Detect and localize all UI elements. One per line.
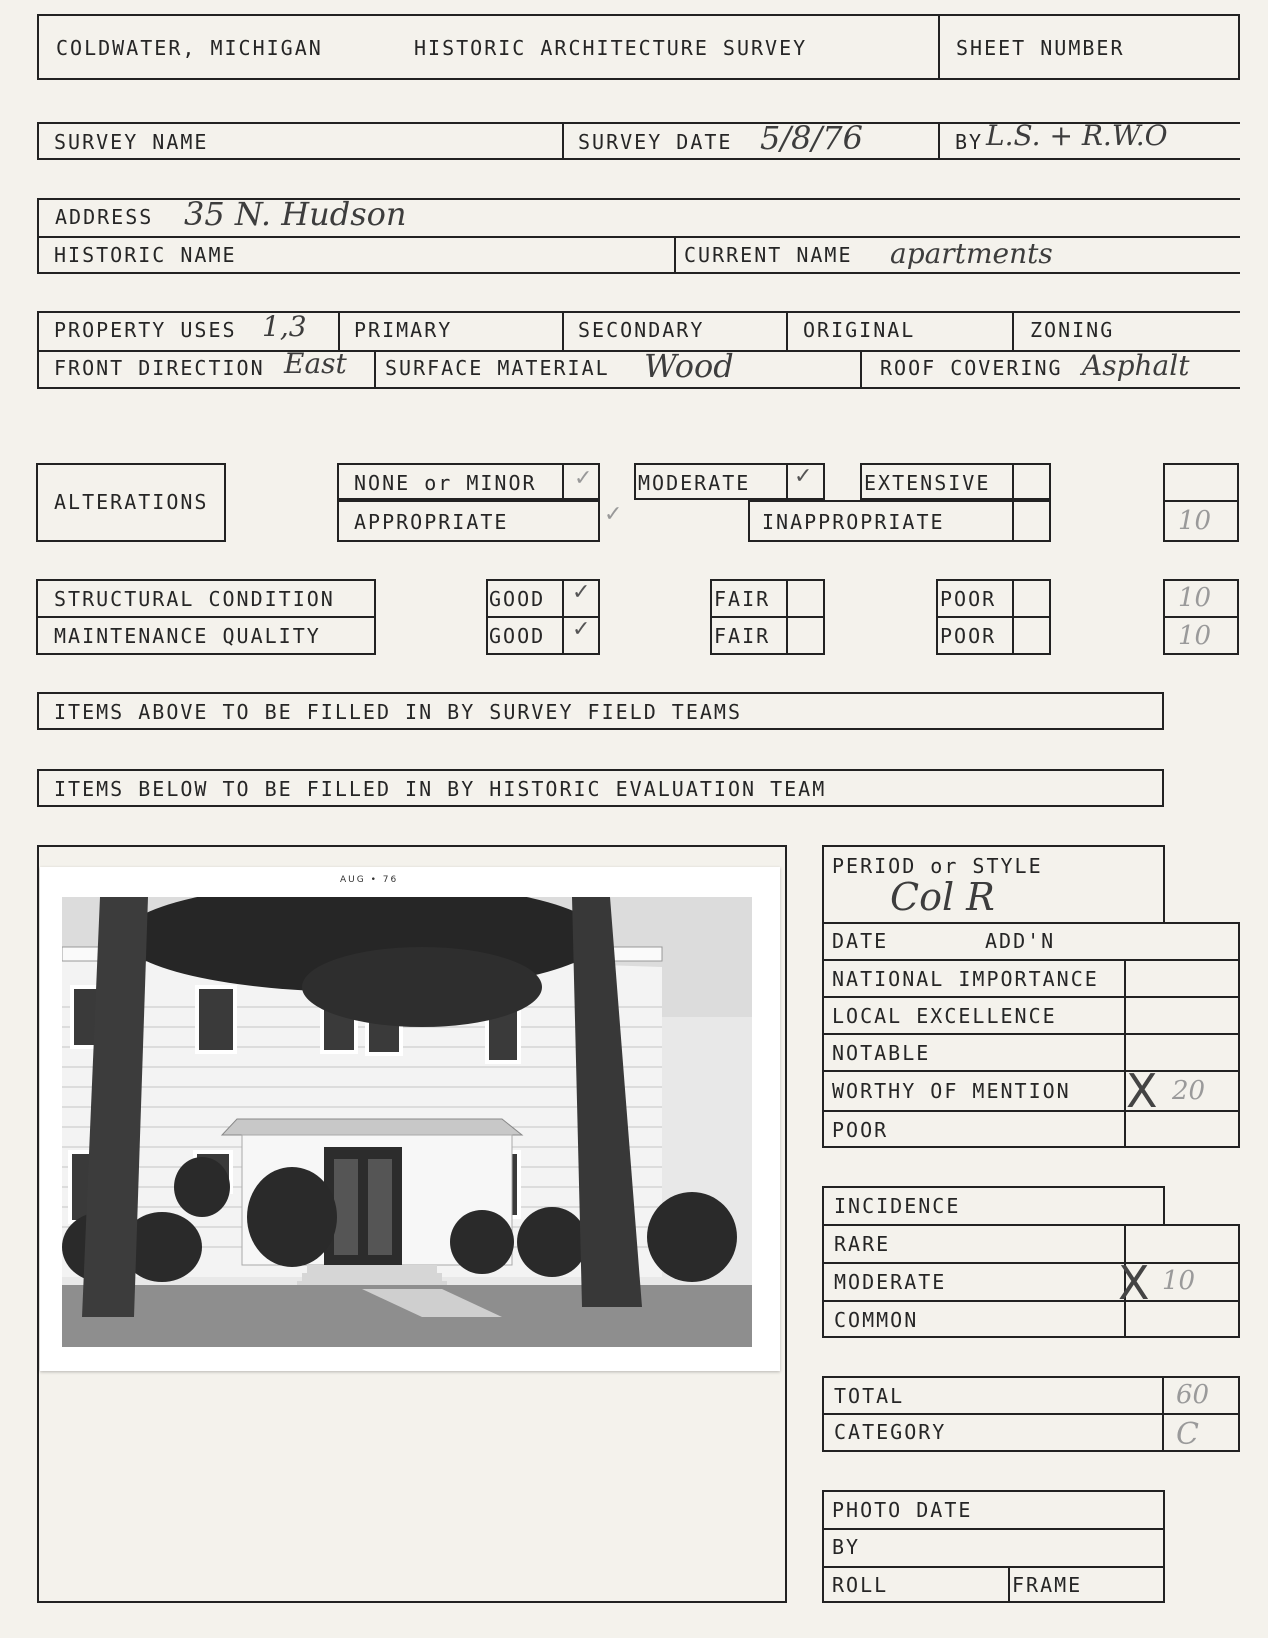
incidence-row-2: [822, 1300, 1240, 1302]
current-name-label: CURRENT NAME: [684, 243, 853, 267]
city-label: COLDWATER, MICHIGAN: [56, 36, 323, 60]
totals-divider: [822, 1413, 1240, 1415]
moderate-check-divider: [786, 463, 788, 500]
moderate-label: MODERATE: [638, 471, 751, 495]
inappropriate-check-divider: [1012, 500, 1014, 542]
uses-divider: [338, 311, 340, 350]
sheet-number-label: SHEET NUMBER: [956, 36, 1125, 60]
maintenance-poor-label: POOR: [940, 624, 997, 648]
secondary-divider: [786, 311, 788, 350]
maintenance-score: 10: [1178, 621, 1212, 651]
evaluation-table: [822, 922, 1240, 1148]
front-direction-label: FRONT DIRECTION: [54, 356, 265, 380]
moderate-score: 10: [1162, 1266, 1196, 1296]
moderate-check: ✓: [794, 464, 813, 489]
structural-poor-label: POOR: [940, 587, 997, 611]
common-label: COMMON: [834, 1308, 919, 1332]
survey-by-value: L.S. + R.W.O: [986, 119, 1168, 152]
eval-row-4: [822, 1070, 1240, 1072]
worthy-mark: X: [1126, 1064, 1158, 1118]
total-label: TOTAL: [834, 1384, 905, 1408]
appropriate-label: APPROPRIATE: [354, 510, 509, 534]
national-importance-label: NATIONAL IMPORTANCE: [832, 967, 1099, 991]
period-value: Col R: [890, 875, 995, 919]
survey-date-value: 5/8/76: [760, 119, 863, 157]
photo-info-row-2: [822, 1566, 1165, 1568]
property-divider: [37, 350, 1240, 352]
front-direction-value: East: [284, 347, 347, 380]
alterations-score: 10: [1178, 506, 1212, 536]
incidence-moderate-label: MODERATE: [834, 1270, 947, 1294]
primary-divider: [562, 311, 564, 350]
property-uses-value: 1,3: [262, 310, 307, 343]
extensive-label: EXTENSIVE: [864, 471, 991, 495]
zoning-label: ZONING: [1030, 318, 1115, 342]
photo-date-label: PHOTO DATE: [832, 1498, 973, 1522]
roof-covering-value: Asphalt: [1082, 349, 1190, 382]
name-divider: [674, 236, 676, 274]
survey-name-label: SURVEY NAME: [54, 130, 209, 154]
totals-score-divider: [1162, 1376, 1164, 1452]
alterations-label: ALTERATIONS: [54, 490, 209, 514]
property-uses-label: PROPERTY USES: [54, 318, 237, 342]
category-value: C: [1176, 1417, 1199, 1452]
original-divider: [1012, 311, 1014, 350]
survey-divider-2: [938, 122, 940, 160]
address-value: 35 N. Hudson: [184, 195, 407, 233]
note-below: ITEMS BELOW TO BE FILLED IN BY HISTORIC EVALUATION TEAM: [54, 777, 827, 801]
roll-label: ROLL: [832, 1573, 889, 1597]
condition-divider: [36, 616, 376, 618]
maintenance-good-check: ✓: [572, 617, 591, 642]
condition-score-divider: [1163, 616, 1239, 618]
structural-good-label: GOOD: [489, 587, 546, 611]
survey-by-label: BY: [955, 130, 984, 154]
address-label: ADDRESS: [55, 205, 154, 229]
poor-check-divider: [1012, 579, 1014, 655]
note-above: ITEMS ABOVE TO BE FILLED IN BY SURVEY FIELD TEAMS: [54, 700, 743, 724]
moderate-mark: X: [1118, 1256, 1150, 1310]
primary-label: PRIMARY: [354, 318, 453, 342]
structural-condition-label: STRUCTURAL CONDITION: [54, 587, 335, 611]
surface-divider: [860, 350, 862, 389]
extensive-check-divider: [1012, 463, 1014, 500]
structural-score: 10: [1178, 583, 1212, 613]
structural-good-check: ✓: [572, 580, 591, 605]
good-check-divider: [562, 579, 564, 655]
notable-label: NOTABLE: [832, 1041, 931, 1065]
roof-covering-label: ROOF COVERING: [880, 356, 1063, 380]
roll-frame-divider: [1008, 1566, 1010, 1603]
rare-label: RARE: [834, 1232, 891, 1256]
maintenance-quality-label: MAINTENANCE QUALITY: [54, 624, 321, 648]
eval-score-divider: [1124, 959, 1126, 1148]
secondary-label: SECONDARY: [578, 318, 705, 342]
survey-date-label: SURVEY DATE: [578, 130, 733, 154]
surface-material-value: Wood: [644, 347, 734, 385]
worthy-label: WORTHY OF MENTION: [832, 1079, 1071, 1103]
current-name-value: apartments: [890, 237, 1053, 270]
alterations-score-divider: [1163, 500, 1239, 502]
eval-poor-label: POOR: [832, 1118, 889, 1142]
incidence-label: INCIDENCE: [834, 1194, 961, 1218]
house-scene: [62, 897, 752, 1347]
period-label: PERIOD or STYLE: [832, 854, 1043, 878]
form-title: HISTORIC ARCHITECTURE SURVEY: [414, 36, 808, 60]
photo-info-row-1: [822, 1528, 1165, 1530]
local-excellence-label: LOCAL EXCELLENCE: [832, 1004, 1057, 1028]
fair-divider: [710, 616, 825, 618]
incidence-row-1: [822, 1262, 1240, 1264]
category-label: CATEGORY: [834, 1420, 947, 1444]
eval-row-3: [822, 1033, 1240, 1035]
header-divider: [938, 14, 940, 80]
worthy-score: 20: [1172, 1076, 1206, 1106]
structural-fair-label: FAIR: [714, 587, 771, 611]
total-value: 60: [1176, 1380, 1210, 1410]
maintenance-good-label: GOOD: [489, 624, 546, 648]
historic-name-label: HISTORIC NAME: [54, 243, 237, 267]
photo-by-label: BY: [832, 1535, 861, 1559]
addn-label: ADD'N: [985, 929, 1056, 953]
surface-material-label: SURFACE MATERIAL: [385, 356, 610, 380]
fair-check-divider: [786, 579, 788, 655]
none-minor-check-divider: [562, 463, 564, 500]
eval-row-5: [822, 1110, 1240, 1112]
photo-date-stamp: AUG • 76: [340, 875, 399, 885]
poor-divider: [936, 616, 1051, 618]
front-divider: [374, 350, 376, 389]
eval-row-2: [822, 996, 1240, 998]
appropriate-check: ✓: [604, 502, 623, 527]
eval-row-1: [822, 959, 1240, 961]
original-label: ORIGINAL: [803, 318, 916, 342]
maintenance-fair-label: FAIR: [714, 624, 771, 648]
address-divider: [37, 236, 1240, 238]
building-photo: [40, 867, 780, 1371]
none-minor-label: NONE or MINOR: [354, 471, 537, 495]
none-minor-check: ✓: [574, 466, 593, 491]
inappropriate-label: INAPPROPRIATE: [762, 510, 945, 534]
frame-label: FRAME: [1012, 1573, 1083, 1597]
date-label: DATE: [832, 929, 889, 953]
survey-divider-1: [562, 122, 564, 160]
